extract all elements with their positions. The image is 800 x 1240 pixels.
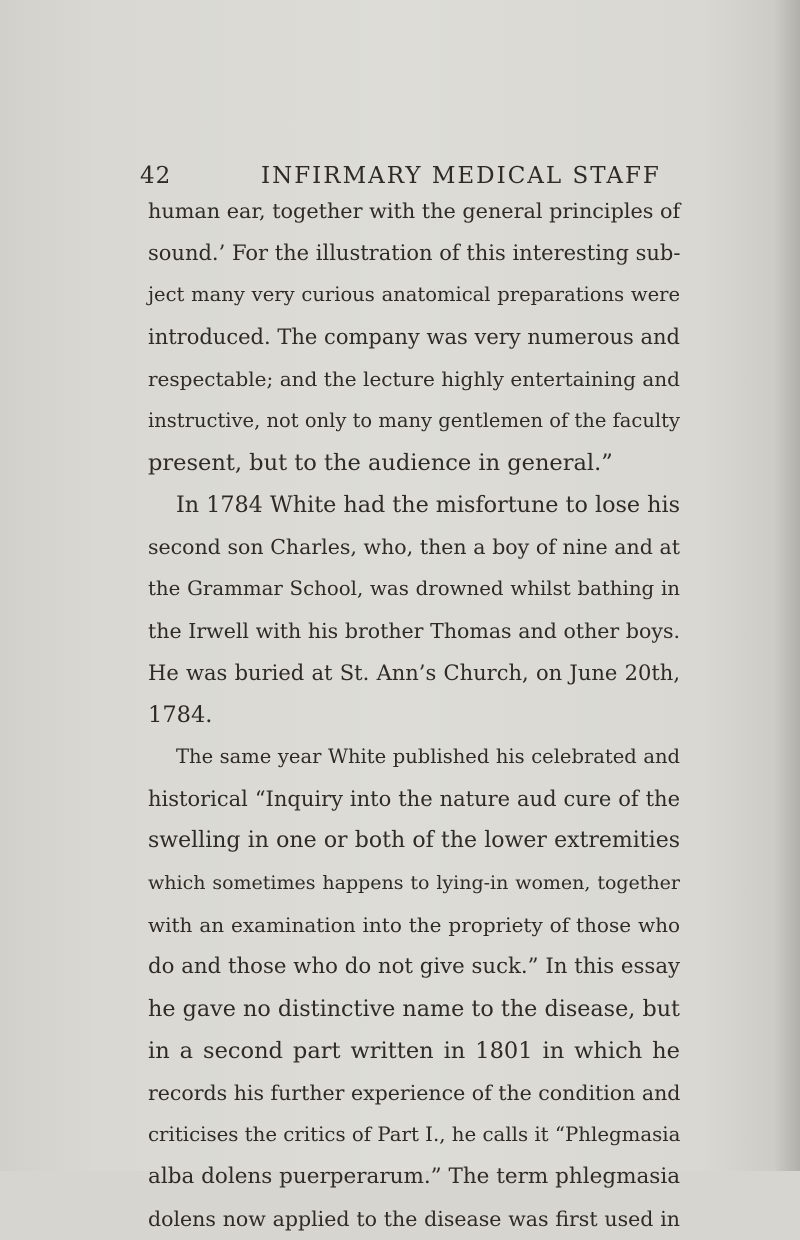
text-line: in a second part written in 1801 in which he [148, 1038, 680, 1064]
running-head: INFIRMARY MEDICAL STAFF [261, 163, 661, 189]
text-line: dolens now applied to the disease was first used in [148, 1207, 680, 1231]
text-line: He was buried at St. Ann’s Church, on June 20th, [148, 661, 680, 685]
text-line: the Grammar School, was drowned whilst bathing in [148, 577, 680, 600]
text-line: the Irwell with his brother Thomas and other boys. [148, 619, 680, 643]
text-line: he gave no distinctive name to the disease, but [148, 996, 680, 1022]
text-line: second son Charles, who, then a boy of nine and at [148, 535, 680, 559]
text-line: 1784. [148, 702, 213, 728]
text-line: introduced. The company was very numerous and [148, 325, 680, 349]
text-line: criticises the critics of Part I., he calls it “Phlegmasia [148, 1123, 681, 1146]
text-line: human ear, together with the general principles of [148, 199, 681, 223]
page-gutter-shadow [774, 0, 800, 1171]
text-line: with an examination into the propriety of those who [148, 913, 680, 937]
text-line: which sometimes happens to lying-in women, together [148, 872, 680, 894]
page-number: 42 [140, 163, 172, 189]
text-line: In 1784 White had the misfortune to lose his [176, 492, 680, 518]
body-text [148, 190, 680, 1240]
text-line: The same year White published his celebrated and [176, 745, 680, 768]
text-line: do and those who do not give suck.” In this essay [148, 954, 680, 979]
text-line: records his further experience of the condition and [148, 1081, 681, 1105]
text-line: present, but to the audience in general.” [148, 450, 613, 476]
text-line: sound.’ For the illustration of this interesting sub- [148, 241, 681, 265]
text-line: historical “Inquiry into the nature aud cure of the [148, 787, 680, 811]
text-line: swelling in one or both of the lower extremities [148, 828, 680, 853]
text-line: alba dolens puerperarum.” The term phlegmasia [148, 1164, 681, 1189]
text-line: ject many very curious anatomical preparations were [148, 283, 680, 306]
text-line: respectable; and the lecture highly entertaining and [148, 367, 680, 391]
text-line: instructive, not only to many gentlemen of the faculty [148, 409, 680, 432]
